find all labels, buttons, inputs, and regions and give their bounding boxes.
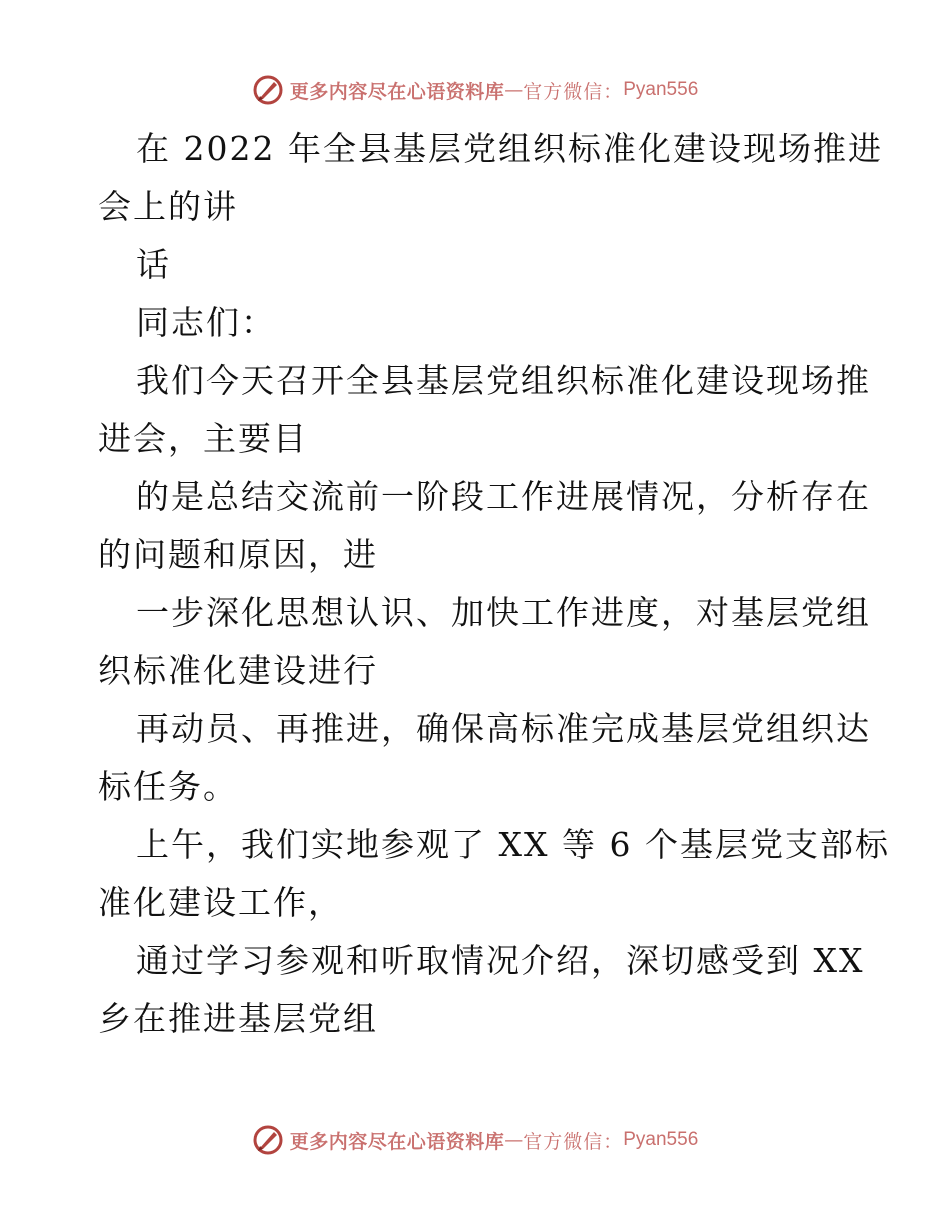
watermark-wechat-label: 官方微信： — [523, 80, 624, 103]
watermark-dash: — — [504, 1129, 524, 1151]
title-line-2: 会上的讲 — [98, 187, 238, 226]
watermark-wechat-id: Pyan556 — [623, 79, 699, 100]
paragraph-line: 我们今天召开全县基层党组织标准化建设现场推 — [136, 361, 871, 400]
paragraph-line: 织标准化建设进行 — [98, 651, 378, 690]
paragraph-line: 通过学习参观和听取情况介绍，深切感受到 XX — [136, 941, 865, 980]
watermark-main-text: 更多内容尽在心语资料库 — [289, 80, 505, 103]
paragraph-line: 一步深化思想认识、加快工作进度，对基层党组 — [136, 593, 871, 632]
document-body — [98, 120, 890, 1048]
salutation: 同志们： — [136, 303, 276, 342]
paragraph-line: 进会，主要目 — [98, 419, 308, 458]
paragraph-line: 再动员、再推进，确保高标准完成基层党组织达 — [136, 709, 871, 748]
watermark-dash: — — [504, 79, 524, 101]
watermark-header — [0, 72, 950, 108]
paragraph-line: 的是总结交流前一阶段工作进展情况，分析存在 — [136, 477, 871, 516]
paragraph-line: 准化建设工作， — [98, 883, 343, 922]
watermark-wechat-id: Pyan556 — [623, 1129, 699, 1150]
quill-logo-icon — [252, 1124, 284, 1156]
paragraph-line: 上午，我们实地参观了 XX 等 6 个基层党支部标 — [136, 825, 890, 864]
quill-logo-icon — [252, 74, 284, 106]
paragraph-line: 的问题和原因，进 — [98, 535, 378, 574]
paragraph-line: 标任务。 — [98, 767, 238, 806]
watermark-main-text: 更多内容尽在心语资料库 — [289, 1130, 505, 1153]
watermark-wechat-label: 官方微信： — [523, 1130, 624, 1153]
title-line-3: 话 — [136, 245, 171, 284]
title-line-1: 在 2022 年全县基层党组织标准化建设现场推进 — [136, 129, 883, 168]
watermark-footer — [0, 1122, 950, 1158]
paragraph-line: 乡在推进基层党组 — [98, 999, 378, 1038]
